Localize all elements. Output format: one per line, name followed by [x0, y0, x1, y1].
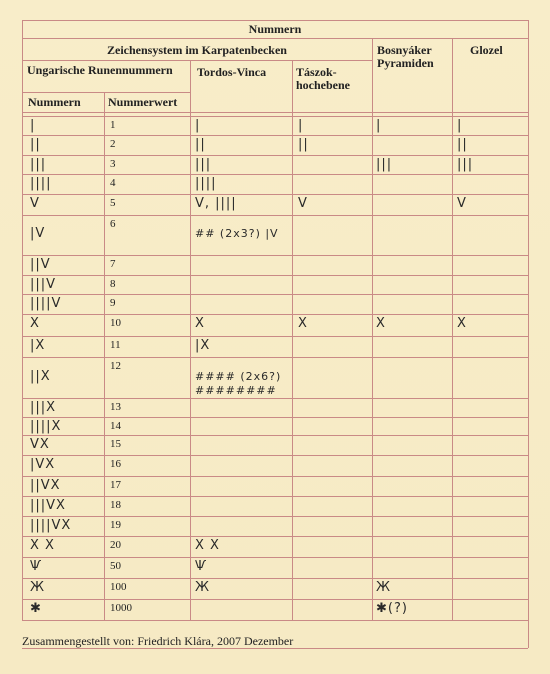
rune-cell: X	[30, 316, 40, 331]
value-cell: 1	[110, 119, 116, 131]
taszok-cell: ||	[298, 137, 309, 152]
tordos-cell: #### (2x6?) ########	[195, 370, 282, 397]
rune-cell: X X	[30, 538, 55, 553]
rune-cell: |V	[30, 226, 46, 241]
glozel-cell: X	[457, 316, 467, 331]
value-cell: 5	[110, 197, 116, 209]
value-cell: 100	[110, 581, 127, 593]
glozel-cell: |	[457, 118, 463, 133]
glozel-cell: ||	[457, 137, 468, 152]
value-cell: 18	[110, 499, 121, 511]
rune-cell: |VX	[30, 457, 56, 472]
value-cell: 16	[110, 458, 121, 470]
rune-cell: ||X	[30, 369, 51, 384]
rune-cell: |||VX	[30, 498, 66, 513]
grid-hline	[22, 60, 372, 61]
grid-vline	[372, 38, 373, 620]
rune-cell: ||||	[30, 176, 52, 191]
rune-cell: ||	[30, 137, 41, 152]
glozel-cell: V	[457, 196, 467, 211]
rune-cell: ||||VX	[30, 518, 72, 533]
bosnyaker-cell: X	[376, 316, 386, 331]
value-cell: 13	[110, 401, 121, 413]
rune-cell: ||V	[30, 257, 51, 272]
grid-vline	[22, 20, 23, 620]
glozel-cell: |||	[457, 157, 474, 172]
value-cell: 17	[110, 479, 121, 491]
col-taszok: Tászok-hochebene	[296, 65, 350, 92]
value-cell: 4	[110, 177, 116, 189]
col-tordos: Tordos-Vinca	[197, 65, 267, 79]
table-title: Nummern	[248, 22, 302, 36]
group-header: Zeichensystem im Karpatenbecken	[107, 43, 287, 57]
col-nummerwert: Nummerwert	[108, 95, 178, 109]
value-cell: 19	[110, 519, 121, 531]
grid-vline	[528, 20, 529, 648]
rune-cell: ||||V	[30, 296, 62, 311]
value-cell: 8	[110, 278, 116, 290]
col-ungarische: Ungarische Runennummern	[27, 63, 173, 77]
tordos-cell: Ж	[195, 580, 211, 595]
col-nummern: Nummern	[28, 95, 81, 109]
tordos-cell: X	[195, 316, 205, 331]
tordos-cell: ## (2x3?) |V	[195, 227, 279, 240]
value-cell: 7	[110, 258, 116, 270]
tordos-cell: ||	[195, 137, 206, 152]
rune-cell: |||V	[30, 277, 57, 292]
rune-cell: |||	[30, 157, 47, 172]
rune-cell: ||||X	[30, 419, 62, 434]
grid-vline	[104, 92, 105, 620]
tordos-cell: ||||	[195, 176, 217, 191]
grid-vline	[292, 60, 293, 620]
bosnyaker-cell: |||	[376, 157, 393, 172]
value-cell: 50	[110, 560, 121, 572]
rune-cell: V	[30, 196, 40, 211]
value-cell: 6	[110, 218, 116, 230]
footer-credit: Zusammengestellt von: Friedrich Klára, 2007 Dezember	[22, 634, 294, 648]
bosnyaker-cell: ✱(?)	[376, 601, 408, 616]
rune-cell: ||VX	[30, 478, 61, 493]
tordos-cell: V, ||||	[195, 196, 237, 211]
value-cell: 3	[110, 158, 116, 170]
taszok-cell: |	[298, 118, 304, 133]
value-cell: 20	[110, 539, 121, 551]
tordos-cell: |||	[195, 157, 212, 172]
tordos-cell: |	[195, 118, 201, 133]
bosnyaker-cell: |	[376, 118, 382, 133]
rune-cell: |||X	[30, 400, 57, 415]
rune-cell: Ж	[30, 580, 46, 595]
grid-hline	[22, 20, 528, 21]
grid-hline	[22, 620, 528, 621]
value-cell: 12	[110, 360, 121, 372]
taszok-cell: X	[298, 316, 308, 331]
tordos-cell: |X	[195, 338, 211, 353]
value-cell: 15	[110, 438, 121, 450]
rune-cell: ✱	[30, 601, 42, 616]
grid-hline	[22, 92, 190, 93]
tordos-cell: Ѱ	[195, 559, 208, 574]
grid-vline	[452, 38, 453, 620]
col-glozel: Glozel	[470, 43, 503, 57]
grid-vline	[190, 60, 191, 620]
rune-cell: |	[30, 118, 36, 133]
value-cell: 9	[110, 297, 116, 309]
rune-cell: |X	[30, 338, 46, 353]
value-cell: 14	[110, 420, 121, 432]
rune-cell: VX	[30, 437, 50, 452]
tordos-cell: X X	[195, 538, 220, 553]
value-cell: 11	[110, 339, 121, 351]
value-cell: 1000	[110, 602, 132, 614]
value-cell: 10	[110, 317, 121, 329]
rune-cell: Ѱ	[30, 559, 43, 574]
taszok-cell: V	[298, 196, 308, 211]
col-bosnyaker: Bosnyáker Pyramiden	[377, 43, 434, 70]
bosnyaker-cell: Ж	[376, 580, 392, 595]
value-cell: 2	[110, 138, 116, 150]
